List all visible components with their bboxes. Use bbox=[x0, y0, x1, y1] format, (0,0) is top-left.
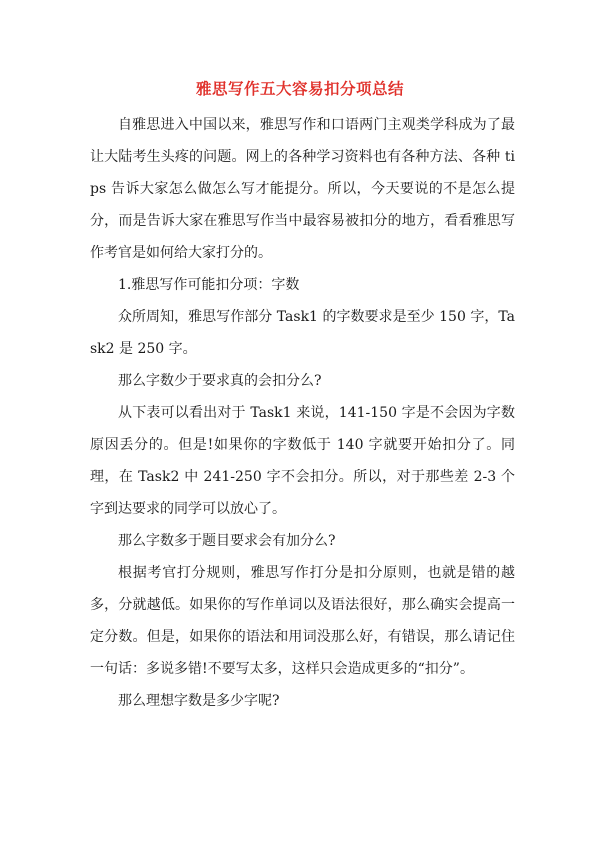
paragraph-intro: 自雅思进入中国以来，雅思写作和口语两门主观类学科成为了最让大陆考生头疼的问题。网上的各种学习资料也有各种方法、各种 tips 告诉大家怎么做怎么写才能提分。所以，今天要说的不是怎么提分，而是告诉大家在雅思写作当中最容易被扣分的地方，看看雅思写作考官是如何给大家打分的。 bbox=[90, 117, 515, 261]
paragraph-question-ideal-count: 那么理想字数是多少字呢? bbox=[118, 693, 280, 709]
paragraph-question-fewer-words: 那么字数少于要求真的会扣分么? bbox=[118, 373, 322, 389]
paragraph-deduction-rules: 从下表可以看出对于 Task1 来说，141-150 字是不会因为字数原因丢分的。但是!如果你的字数低于 140 字就要开始扣分了。同理，在 Task2 中 241-250 字不会扣分。所以，对于那些差 2-3 个字到达要求的同学可以放心了。 bbox=[90, 405, 515, 517]
document-body bbox=[90, 109, 515, 717]
section-heading-word-count: 1.雅思写作可能扣分项：字数 bbox=[118, 277, 300, 293]
document-title: 雅思写作五大容易扣分项总结 bbox=[195, 79, 404, 98]
paragraph-word-requirement: 众所周知，雅思写作部分 Task1 的字数要求是至少 150 字，Task2 是 250 字。 bbox=[90, 309, 515, 357]
paragraph-scoring-principle: 根据考官打分规则，雅思写作打分是扣分原则，也就是错的越多，分就越低。如果你的写作单词以及语法很好，那么确实会提高一定分数。但是，如果你的语法和用词没那么好，有错误，那么请记住一句话：多说多错!不要写太多，这样只会造成更多的“扣分”。 bbox=[90, 565, 515, 677]
paragraph-question-more-words: 那么字数多于题目要求会有加分么? bbox=[118, 533, 336, 549]
